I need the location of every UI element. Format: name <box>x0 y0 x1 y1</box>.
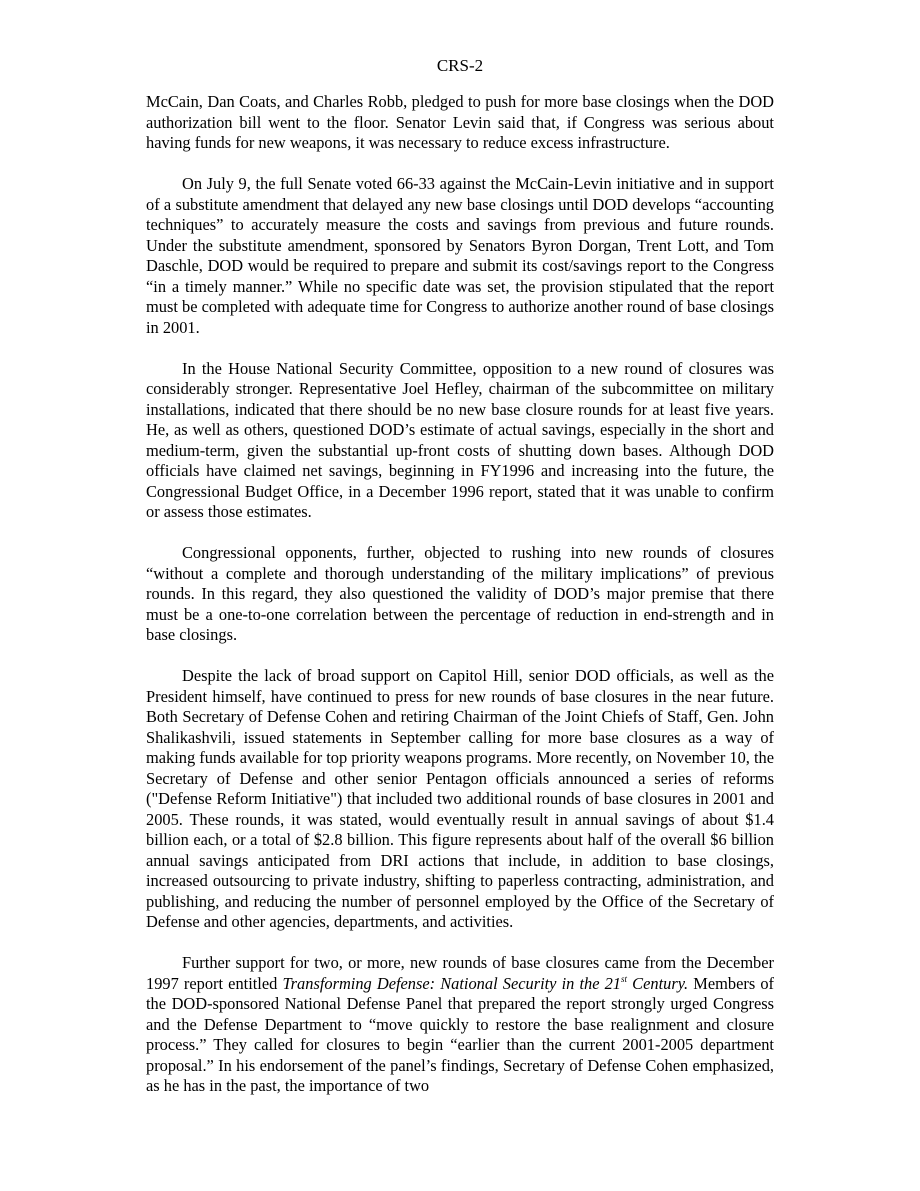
paragraph-6 <box>146 953 774 1097</box>
body-text <box>146 92 774 1097</box>
paragraph-4: Congressional opponents, further, objected to rushing into new rounds of closures “without a complete and thorough understanding of the military implications” of previous rounds. In this regard, they also questioned the validity of DOD’s major premise that there must be a one-to-one correlation between the percentage of reduction in end-strength and in base closings. <box>146 543 774 644</box>
paragraph-5: Despite the lack of broad support on Capitol Hill, senior DOD officials, as well as the President himself, have continued to press for new rounds of base closures in the near future. Both Secretary of Defense Cohen and retiring Chairman of the Joint Chiefs of Staff, Gen. John Shalikashvili, issued statements in September calling for more base closures as a way of making funds available for top priority weapons programs. More recently, on November 10, the Secretary of Defense and other senior Pentagon officials announced a series of reforms ("Defense Reform Initiative") that included two additional rounds of base closures in 2001 and 2005. These rounds, it was stated, would eventually result in annual savings of about $1.4 billion each, or a total of $2.8 billion. This figure represents about half of the overall $6 billion annual savings anticipated from DRI actions that include, in addition to base closings, increased outsourcing to private industry, shifting to paperless contracting, administration, and publishing, and reducing the number of personnel employed by the Office of the Secretary of Defense and other agencies, departments, and activities. <box>146 666 774 931</box>
report-title-main: Transforming Defense: National Security in the 21 <box>282 973 622 993</box>
paragraph-3: In the House National Security Committee, opposition to a new round of closures was considerably stronger. Representative Joel Hefley, chairman of the subcommittee on military installations, indicated that there should be no new base closure rounds for at least five years. He, as well as others, questioned DOD’s estimate of actual savings, especially in the short and medium-term, given the substantial up-front costs of shutting down bases. Although DOD officials have claimed net savings, beginning in FY1996 and increasing into the future, the Congressional Budget Office, in a December 1996 report, stated that it was unable to confirm or assess those estimates. <box>146 358 774 521</box>
report-title-ordinal: st <box>621 973 628 984</box>
report-title <box>282 974 688 993</box>
report-title-end: Century. <box>627 973 689 993</box>
paragraph-1: McCain, Dan Coats, and Charles Robb, pledged to push for more base closings when the DOD authorization bill went to the floor. Senator Levin said that, if Congress was serious about having funds for new weapons, it was necessary to reduce excess infrastructure. <box>146 92 774 152</box>
page-number: CRS-2 <box>436 56 484 75</box>
paragraph-2: On July 9, the full Senate voted 66-33 against the McCain-Levin initiative and in support of a substitute amendment that delayed any new base closings until DOD develops “accounting techniques” to accurately measure the costs and savings from previous and future rounds. Under the substitute amendment, sponsored by Senators Byron Dorgan, Trent Lott, and Tom Daschle, DOD would be required to prepare and submit its cost/savings report to the Congress “in a timely manner.” While no specific date was set, the provision stipulated that the report must be completed with adequate time for Congress to authorize another round of base closings in 2001. <box>146 174 774 337</box>
paragraph-6-lead: Further support for two, or more, new rounds of base closures came from the December 1997 report entitled <box>146 953 774 993</box>
paragraph-6-rest: Members of the DOD-sponsored National Defense Panel that prepared the report strongly urged Congress and the Defense Department to “move quickly to restore the base realignment and closure process.” They called for closures to begin “earlier than the current 2001-2005 department proposal.” In his endorsement of the panel’s findings, Secretary of Defense Cohen emphasized, as he has in the past, the importance of two <box>146 973 774 1095</box>
